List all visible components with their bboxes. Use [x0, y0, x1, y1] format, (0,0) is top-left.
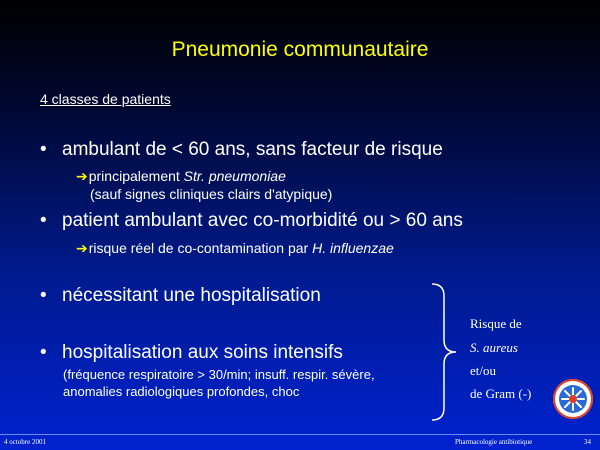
- arrow-right-icon: ➔: [76, 240, 88, 256]
- bullet-4-detail-line1: (fréquence respiratoire > 30/min; insuff. respir. sévère,: [63, 367, 375, 382]
- risk-note-line2: S. aureus: [470, 340, 518, 355]
- bullet-2-detail: [76, 239, 394, 257]
- bullet-item-1: [40, 139, 443, 161]
- risk-note-line3: et/ou: [470, 363, 496, 378]
- arrow-right-icon: ➔: [76, 168, 88, 184]
- bullet-text: patient ambulant avec co-morbidité ou > 60 ans: [62, 210, 463, 231]
- bullet-text: hospitalisation aux soins intensifs: [62, 342, 343, 363]
- bullet-1-detail-line2: (sauf signes cliniques clairs d'atypique): [90, 186, 333, 202]
- bullet-4-detail-line2: anomalies radiologiques profondes, choc: [63, 384, 300, 399]
- footer-page-number: 34: [584, 438, 591, 446]
- bullet-marker: •: [40, 210, 47, 231]
- footer-divider: [0, 434, 600, 435]
- bullet-item-4: [40, 342, 343, 364]
- bullet-marker: •: [40, 285, 47, 306]
- footer-course: Pharmacologie antibiotique: [455, 438, 533, 446]
- pathogen-name: Str. pneumoniae: [183, 168, 286, 184]
- bullet-1-detail: [76, 167, 286, 185]
- bullet-text: nécessitant une hospitalisation: [62, 285, 321, 306]
- detail-text: risque réel de co-contamination par: [88, 240, 313, 256]
- slide-subtitle: 4 classes de patients: [40, 91, 171, 107]
- pathogen-name: H. influenzae: [312, 240, 394, 256]
- bullet-item-3: [40, 285, 321, 307]
- risk-note-line1: Risque de: [470, 316, 522, 331]
- bullet-marker: •: [40, 139, 47, 160]
- footer-date: 4 octobre 2001: [4, 438, 46, 446]
- risk-note-line4: de Gram (-): [470, 386, 532, 401]
- bullet-marker: •: [40, 342, 47, 363]
- slide-title: Pneumonie communautaire: [171, 38, 429, 61]
- detail-text: principalement: [88, 168, 184, 184]
- bullet-item-2: [40, 210, 463, 232]
- bullet-text: ambulant de < 60 ans, sans facteur de risque: [62, 139, 443, 160]
- university-seal-icon: [552, 378, 594, 420]
- right-brace-icon: [430, 282, 460, 422]
